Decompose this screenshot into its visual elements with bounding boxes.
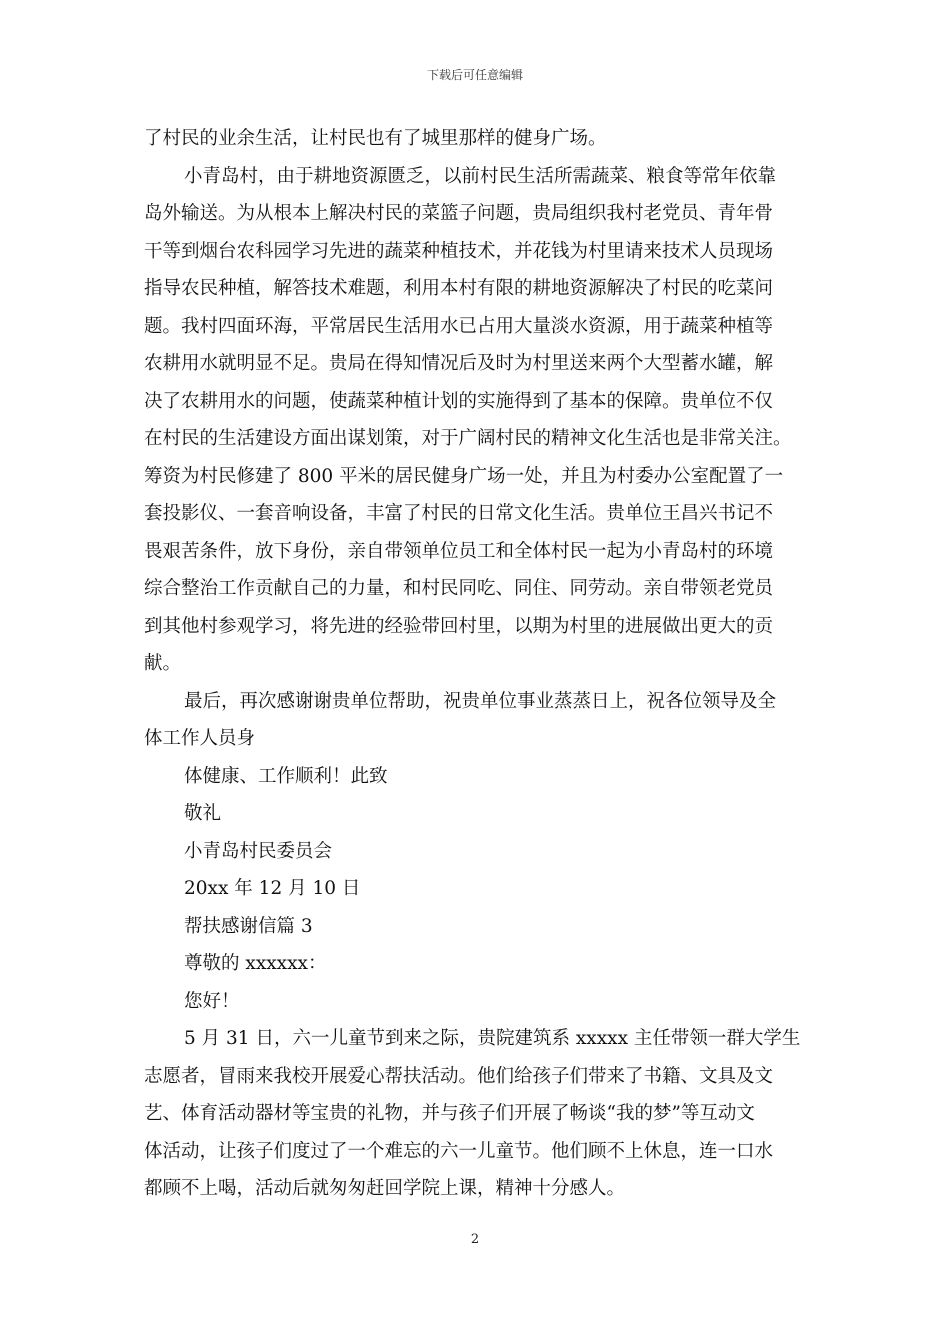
text-line: 志愿者，冒雨来我校开展爱心帮扶活动。他们给孩子们带来了书籍、文具及文: [144, 1065, 774, 1087]
text-line: 敬礼: [184, 803, 222, 824]
text-line: 指导农民种植，解答技术难题，利用本村有限的耕地资源解决了村民的吃菜问: [144, 278, 774, 299]
text-line: 干等到烟台农科园学习先进的蔬菜种植技术，并花钱为村里请来技术人员现场: [144, 240, 774, 262]
text-line: 小青岛村，由于耕地资源匮乏，以前村民生活所需蔬菜、粮食等常年依靠: [184, 165, 777, 187]
document-body: [144, 120, 824, 1208]
text-line: 献。: [144, 653, 182, 674]
text-line: 题。我村四面环海，平常居民生活用水已占用大量淡水资源，用于蔬菜种植等: [144, 315, 774, 337]
page-header: 下载后可任意编辑: [426, 68, 523, 82]
text-line: 岛外输送。为从根本上解决村民的菜篮子问题，贵局组织我村老党员、青年骨: [144, 203, 774, 224]
text-line: 艺、体育活动器材等宝贵的礼物，并与孩子们开展了畅谈“我的梦”等互动文: [144, 1103, 755, 1124]
text-line: 尊敬的 xxxxxx：: [184, 953, 327, 974]
text-line: 最后，再次感谢谢贵单位帮助，祝贵单位事业蒸蒸日上，祝各位领导及全: [184, 690, 777, 712]
text-line: 小青岛村民委员会: [184, 840, 333, 862]
text-line: 畏艰苦条件，放下身份，亲自带领单位员工和全体村民一起为小青岛村的环境: [144, 540, 774, 562]
text-line: 体工作人员身: [144, 728, 256, 749]
text-line: 到其他村参观学习，将先进的经验带回村里，以期为村里的进展做出更大的贡: [144, 615, 774, 637]
text-line: 综合整治工作贡献自己的力量，和村民同吃、同住、同劳动。亲自带领老党员: [144, 578, 774, 599]
text-line: 您好！: [184, 990, 240, 1012]
text-line: 套投影仪、一套音响设备，丰富了村民的日常文化生活。贵单位王昌兴书记不: [144, 503, 774, 524]
page-number: 2: [470, 1232, 480, 1247]
text-line: 5 月 31 日，六一儿童节到来之际，贵院建筑系 xxxxx 主任带领一群大学生: [184, 1028, 801, 1049]
text-line: 体活动，让孩子们度过了一个难忘的六一儿童节。他们顾不上休息，连一口水: [144, 1140, 774, 1162]
text-line: 都顾不上喝，活动后就匆匆赶回学院上课，精神十分感人。: [144, 1178, 626, 1199]
text-line: 帮扶感谢信篇 3: [184, 915, 313, 937]
text-line: 决了农耕用水的问题，使蔬菜种植计划的实施得到了基本的保障。贵单位不仅: [144, 390, 774, 412]
text-line: 在村民的生活建设方面出谋划策，对于广阔村民的精神文化生活也是非常关注。: [144, 428, 792, 449]
text-line: 了村民的业余生活，让村民也有了城里那样的健身广场。: [144, 128, 607, 149]
text-line: 体健康、工作顺利！此致: [184, 765, 388, 787]
text-line: 筹资为村民修建了 800 平米的居民健身广场一处，并且为村委办公室配置了一: [144, 465, 784, 487]
text-line: 农耕用水就明显不足。贵局在得知情况后及时为村里送来两个大型蓄水罐，解: [144, 353, 774, 374]
text-line: 20xx 年 12 月 10 日: [184, 878, 361, 899]
